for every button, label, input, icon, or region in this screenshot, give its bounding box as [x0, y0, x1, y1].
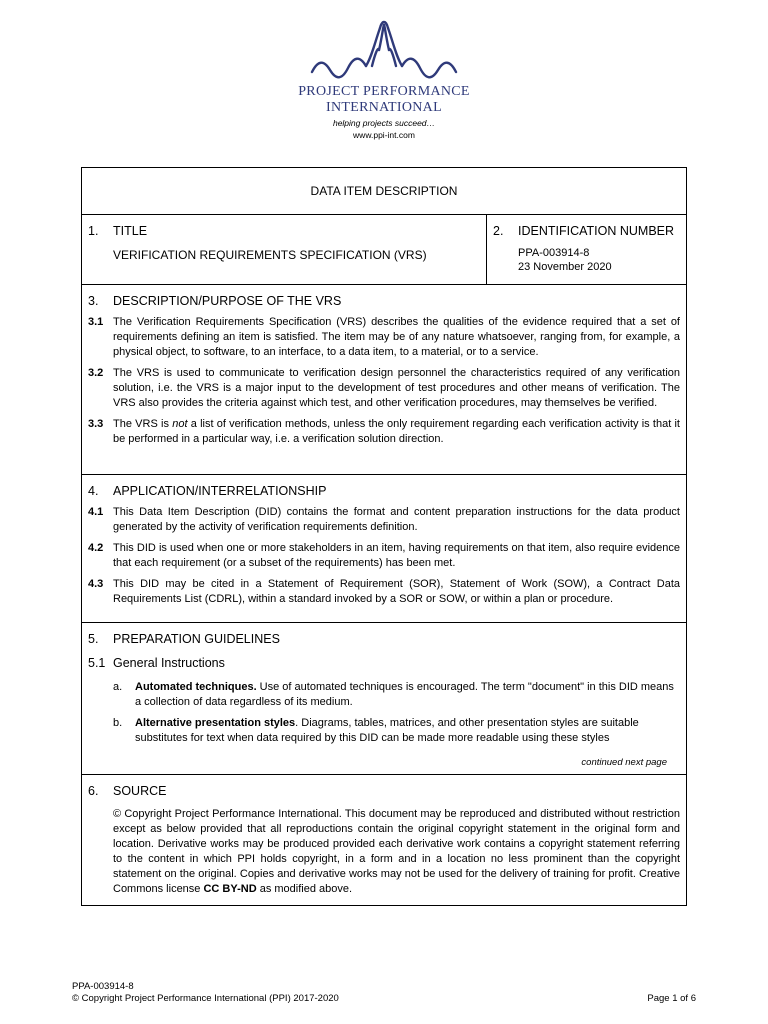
issue-date: 23 November 2020 [518, 261, 612, 273]
guideline-item-a: a. Automated techniques. Use of automated techniques is encouraged. The term "document" in this DID means a collection of data regardless of its medium. [113, 681, 674, 708]
guideline-item-b: b. Alternative presentation styles. Diagrams, tables, matrices, and other presentation styles are suitable substitutes for text when data required by this DID can be made more readable using these styles [113, 717, 639, 744]
paragraph-3-1: 3.1 The Verification Requirements Specification (VRS) describes the qualities of the evidence required that a set of requirements defining an item is satisfied. The item may be of any nature whatsoever, ranging from, for example, a physical object, to software, to an interface, to a data item, to a material, or to a service. [88, 316, 680, 358]
page-header [0, 14, 768, 141]
document-title: VERIFICATION REQUIREMENTS SPECIFICATION (VRS) [113, 248, 427, 262]
paragraph-3-2: 3.2 The VRS is used to communicate to verification design personnel the characteristics required of any verification solution, i.e. the VRS is a major input to the development of test procedures and other means of verification. The VRS also provides the criteria against which test, and other verification procedures, may themselves be verified. [88, 367, 680, 409]
org-name-line1: PROJECT PERFORMANCE [298, 84, 470, 99]
ppi-logo-icon [309, 14, 459, 84]
data-item-description-form [81, 167, 687, 906]
footer-doc-id: PPA-003914-8 [72, 981, 134, 992]
identification-number: PPA-003914-8 [518, 247, 590, 259]
subsection-5-1-heading: 5.1 General Instructions [88, 656, 225, 670]
org-name-line2: INTERNATIONAL [326, 100, 442, 115]
section-6 [82, 774, 686, 905]
title-id-row [82, 214, 686, 284]
continued-note: continued next page [581, 757, 667, 768]
section-3 [82, 284, 686, 474]
section-1-heading: 1. TITLE [88, 224, 148, 238]
form-title: DATA ITEM DESCRIPTION [310, 183, 458, 198]
paragraph-4-2: 4.2 This DID is used when one or more stakeholders in an item, having requirements on that item, also require evidence that each requirement (or a subset of the requirements) has been met. [88, 542, 680, 569]
page-number: Page 1 of 6 [647, 993, 696, 1004]
id-cell [487, 215, 686, 284]
source-copyright-text: © Copyright Project Performance International. This document may be reproduced and distributed without restriction except as below provided that all reproductions contain the original copyright statement in the original form and location. Derivative works may be produced provided each derivative work contains a copyright statement referring to the content in which PPI holds copyright, in a form and in a location no less prominent than the copyright statement on the original. Copies and derivative works may not be used for the delivery of training for profit. Creative Commons license CC BY-ND as modified above. [113, 808, 680, 895]
section-3-heading: 3. DESCRIPTION/PURPOSE OF THE VRS [88, 294, 342, 308]
section-4-heading: 4. APPLICATION/INTERRELATIONSHIP [88, 484, 327, 498]
section-5-heading: 5. PREPARATION GUIDELINES [88, 632, 280, 646]
page-footer [72, 981, 696, 1005]
section-6-heading: 6. SOURCE [88, 784, 167, 798]
paragraph-3-3: 3.3 The VRS is not a list of verification methods, unless the only requirement regarding each verification activity is that it be performed in a particular way, i.e. a verification solution direction. [88, 418, 680, 445]
section-4 [82, 474, 686, 622]
section-2-heading: 2. IDENTIFICATION NUMBER [493, 224, 675, 238]
tagline: helping projects succeed… [332, 118, 436, 128]
footer-copyright: © Copyright Project Performance International (PPI) 2017-2020 [72, 993, 339, 1004]
section-5 [82, 622, 686, 774]
title-cell [82, 215, 487, 284]
website-link[interactable]: www.ppi-int.com [353, 130, 415, 140]
paragraph-4-1: 4.1 This Data Item Description (DID) contains the format and content preparation instructions for the data product generated by the activity of verification requirements definition. [88, 506, 680, 533]
paragraph-4-3: 4.3 This DID may be cited in a Statement of Requirement (SOR), Statement of Work (SOW), a Contract Data Requirements List (CDRL), within a standard invoked by a SOR or SOW, or within a plan or procedure. [88, 578, 680, 605]
